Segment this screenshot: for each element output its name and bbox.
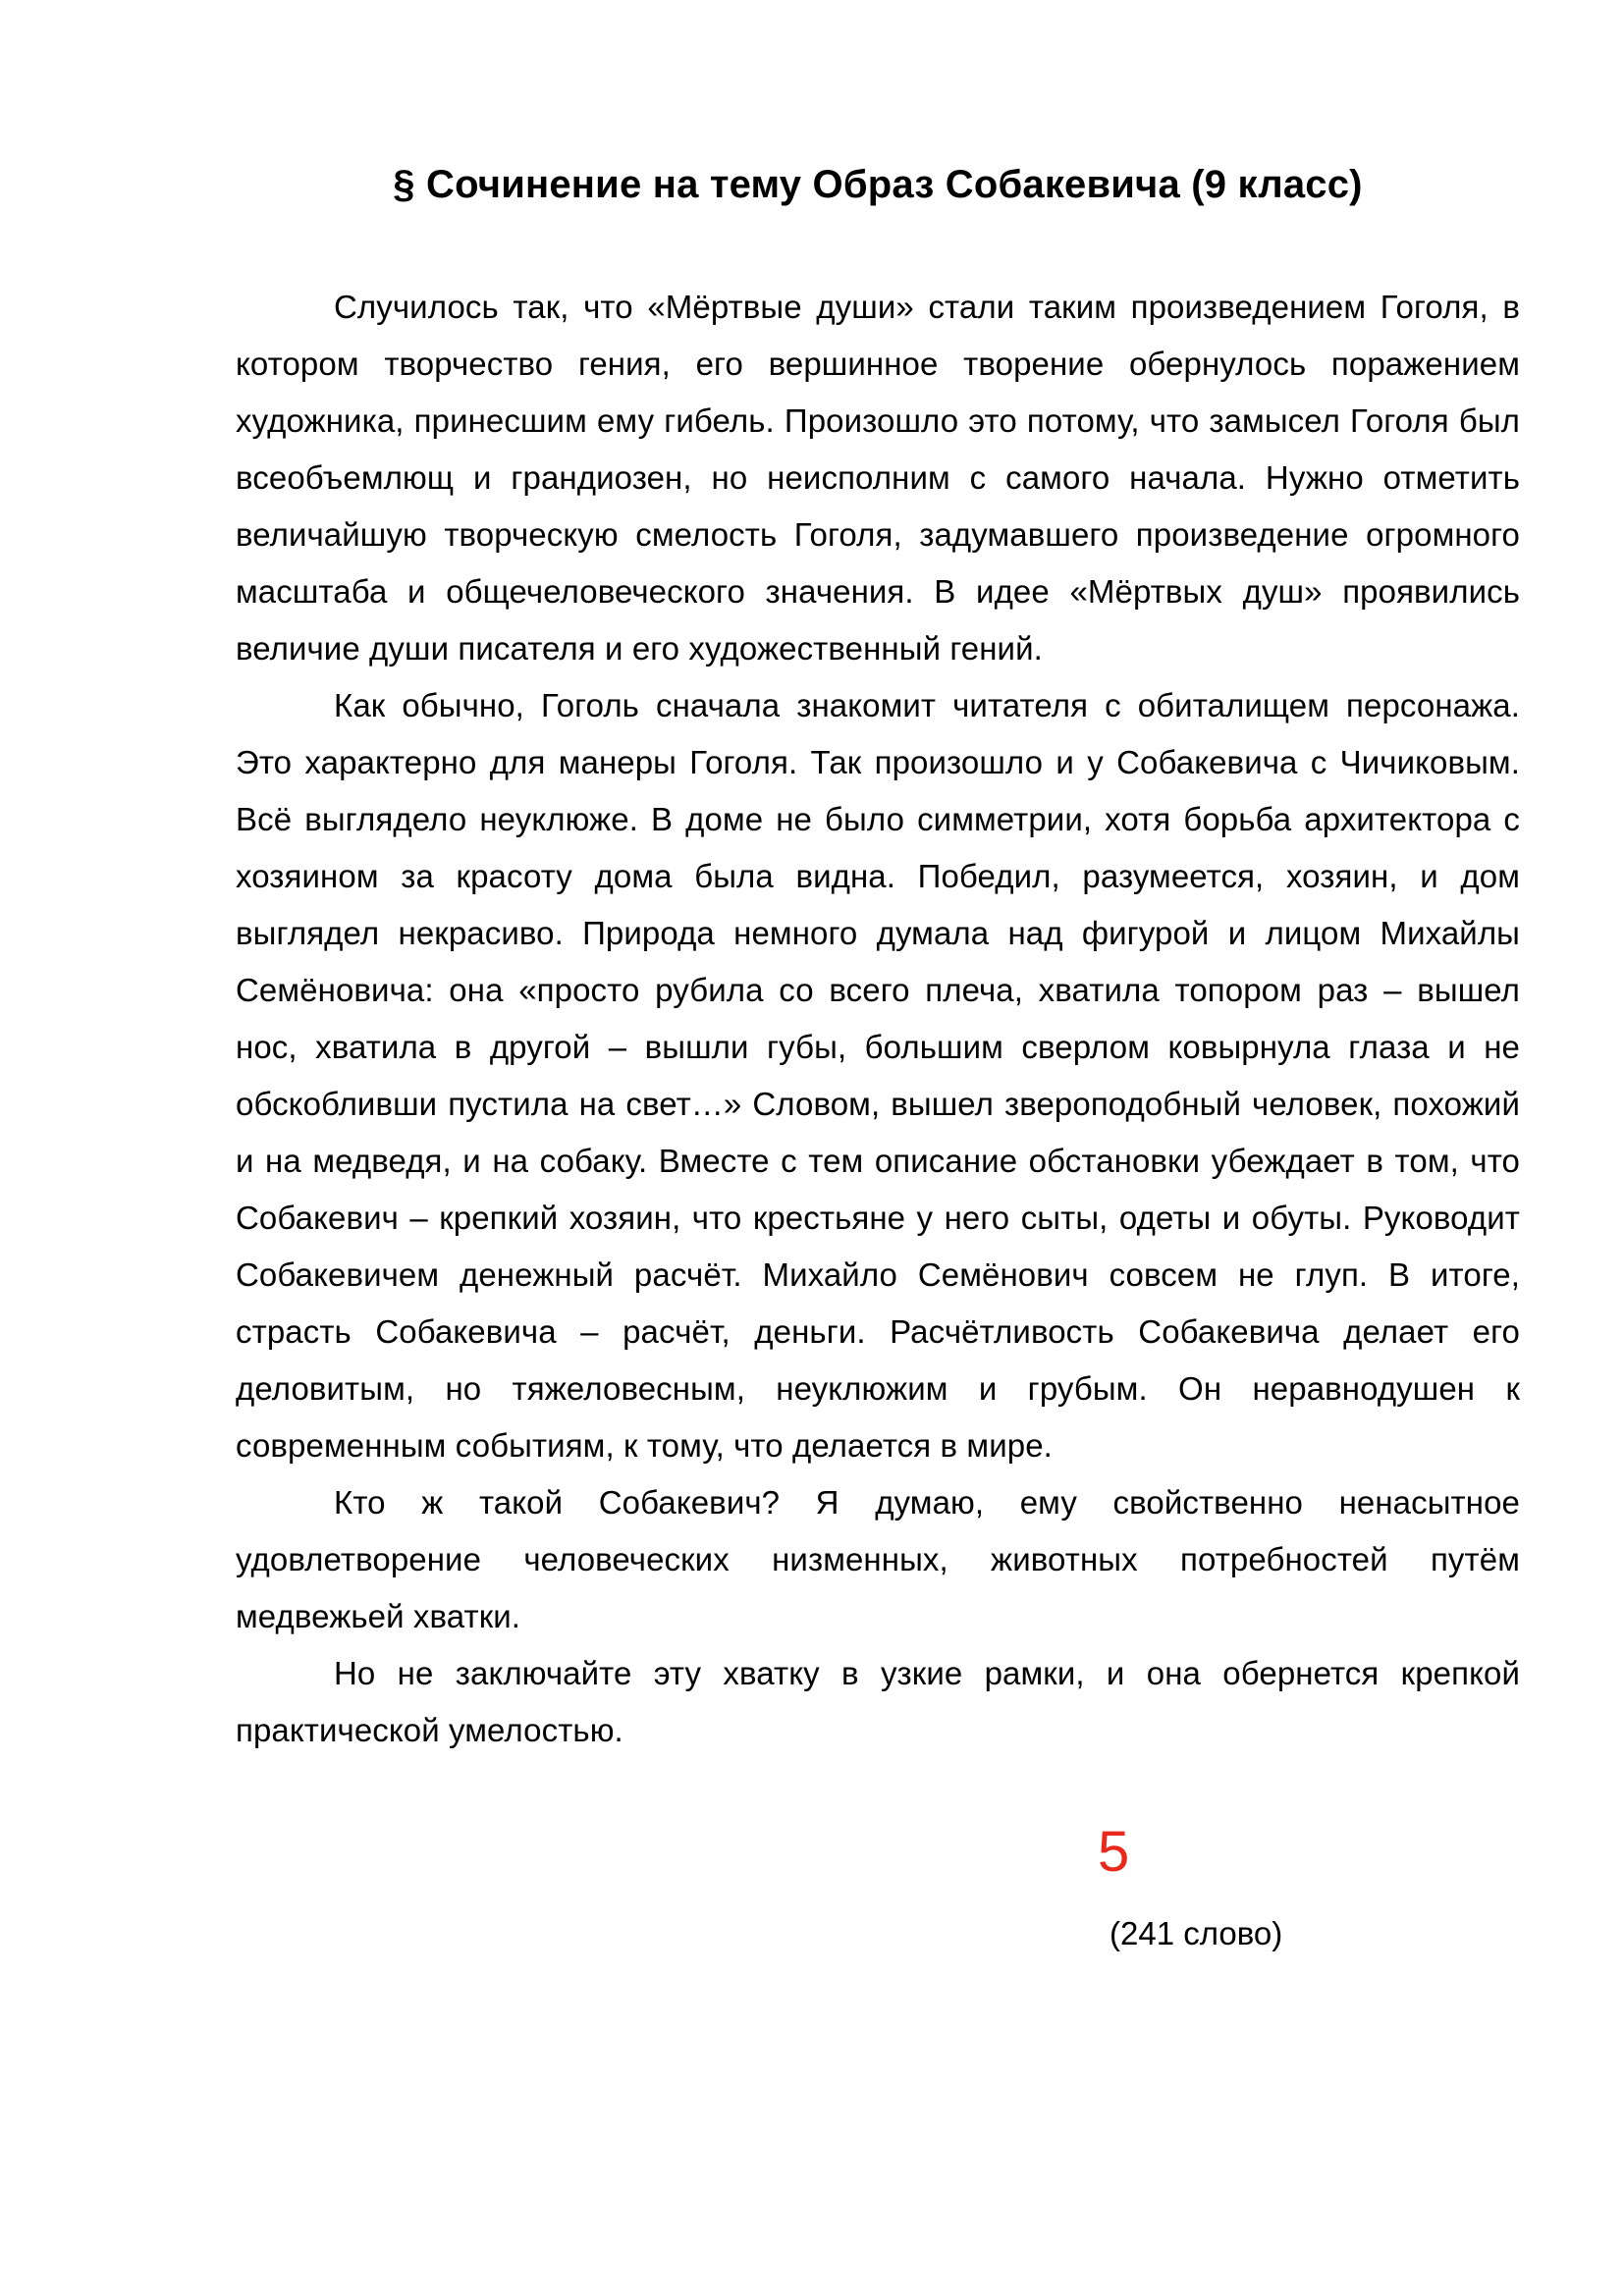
page-title: § Сочинение на тему Образ Собакевича (9 класс) xyxy=(393,163,1363,206)
essay-paragraph-4: Но не заключайте эту хватку в узкие рамки, и она обернется крепкой практической умелостью. xyxy=(236,1655,1520,1748)
grade-mark: 5 xyxy=(1098,1820,1130,1884)
essay-paragraph-3: Кто ж такой Собакевич? Я думаю, ему свойственно ненасытное удовлетворение человеческих низменных, животных потребностей путём медвежьей хватки. xyxy=(236,1484,1520,1634)
essay-paragraph-1: Случилось так, что «Мёртвые души» стали таким произведением Гоголя, в котором творчество гения, его вершинное творение обернулось поражением художника, принесшим ему гибель. Произошло это потому, что замысел Гоголя был всеобъемлющ и грандиозен, но неисполним с самого начала. Нужно отметить величайшую творческую смелость Гоголя, задумавшего произведение огромного масштаба и общечеловеческого значения. В идее «Мёртвых душ» проявились величие души писателя и его художественный гений. xyxy=(236,289,1520,667)
essay-paragraph-2: Как обычно, Гоголь сначала знакомит читателя с обиталищем персонажа. Это характерно для манеры Гоголя. Так произошло и у Собакевича с Чичиковым. Всё выглядело неуклюже. В доме не было симметрии, хотя борьба архитектора с хозяином за красоту дома была видна. Победил, разумеется, хозяин, и дом выглядел некрасиво. Природа немного думала над фигурой и лицом Михайлы Семёновича: она «просто рубила со всего плеча, хватила топором раз – вышел нос, хватила в другой – вышли губы, большим сверлом ковырнула глаза и не обскобливши пустила на свет…» Словом, вышел звероподобный человек, похожий и на медведя, и на собаку. Вместе с тем описание обстановки убеждает в том, что Собакевич – крепкий хозяин, что крестьяне у него сыты, одеты и обуты. Руководит Собакевичем денежный расчёт. Михайло Семёнович совсем не глуп. В итоге, страсть Собакевича – расчёт, деньги. Расчётливость Собакевича делает его деловитым, но тяжеловесным, неуклюжим и грубым. Он неравнодушен к современным событиям, к тому, что делается в мире. xyxy=(236,687,1520,1464)
word-count: (241 слово) xyxy=(1110,1915,1283,1951)
essay-body xyxy=(236,279,1520,1759)
